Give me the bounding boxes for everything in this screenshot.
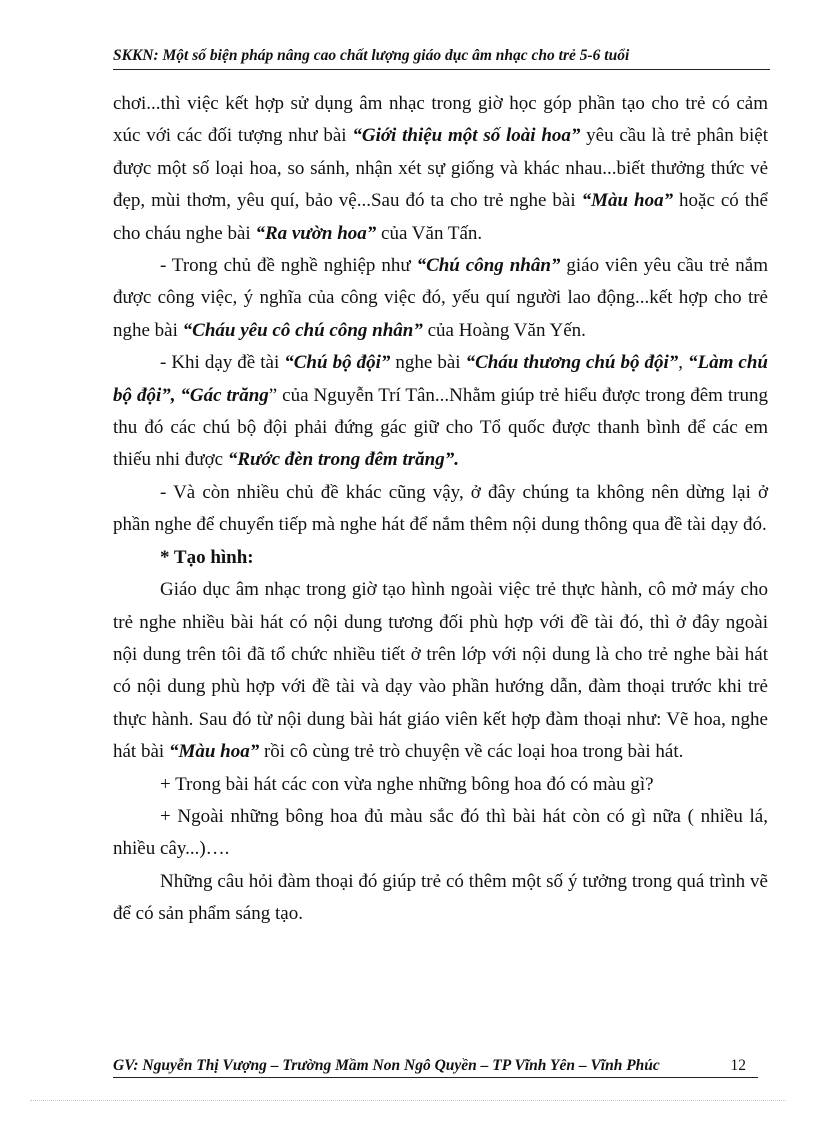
- header-title: SKKN: Một số biện pháp nâng cao chất lượng giáo dục âm nhạc cho trẻ 5-6 tuổi: [113, 47, 630, 64]
- paragraph: [113, 250, 768, 347]
- paragraph: [113, 866, 768, 931]
- text-run: - Trong chủ đề nghề nghiệp như: [160, 255, 417, 277]
- paragraph: [113, 769, 768, 801]
- text-run: - Và còn nhiều chủ đề khác cũng vậy, ở đây chúng ta không nên dừng lại ở phần nghe để chuyển tiếp mà nghe hát để nắm thêm nội dung thông qua đề tài dạy đó.: [113, 481, 768, 536]
- text-run: + Trong bài hát các con vừa nghe những bông hoa đó có màu gì?: [160, 773, 654, 795]
- paragraph: [113, 88, 768, 250]
- text-run: + Ngoài những bông hoa đủ màu sắc đó thì bài hát còn có gì nữa ( nhiều lá, nhiều cây...)….: [113, 805, 768, 860]
- section-heading: * Tạo hình:: [160, 546, 254, 568]
- text-run: - Khi dạy đề tài: [160, 352, 285, 374]
- song-title: “Cháu thương chú bộ đội”: [465, 352, 679, 374]
- text-run: hoặc có thể cho cháu nghe bài: [113, 190, 768, 244]
- text-run: của Văn Tấn.: [376, 222, 483, 244]
- paragraph: [113, 477, 768, 542]
- document-body: [113, 88, 768, 931]
- song-title: “Chú bộ đội”: [284, 352, 391, 374]
- text-run: yêu cầu là trẻ phân biệt được một số loại hoa, so sánh, nhận xét sự giống và khác nhau...biết thưởng thức vẻ đẹp, mùi thơm, yêu quí, bảo vệ...Sau đó ta cho trẻ nghe bài: [113, 125, 768, 212]
- page-header: [113, 47, 770, 70]
- text-run: Giáo dục âm nhạc trong giờ tạo hình ngoài việc trẻ thực hành, cô mở máy cho trẻ nghe nhiều bài hát có nội dung tương đối phù hợp với đề tài đó, thì ở đây ngoài nội dung trên tôi đã tổ chức nhiều tiết ở trên lớp với nội dung là cho trẻ nghe bài hát có nội dung phù hợp với đề tài và dạy vào phần hướng dẫn, đàm thoại trước khi trẻ thực hành. Sau đó từ nội dung bài hát giáo viên kết hợp đàm thoại như: Vẽ hoa, nghe hát bài: [113, 579, 768, 763]
- text-run: rồi cô cùng trẻ trò chuyện về các loại hoa trong bài hát.: [259, 741, 684, 763]
- paragraph: [113, 347, 768, 477]
- song-title: “Cháu yêu cô chú công nhân”: [182, 319, 423, 341]
- page-edge-divider: [30, 1100, 786, 1101]
- song-title: “Màu hoa”: [168, 741, 260, 763]
- footer-author: GV: Nguyễn Thị Vượng – Trường Mầm Non Ngô Quyền – TP Vĩnh Yên – Vĩnh Phúc: [113, 1057, 660, 1074]
- page-footer: [113, 1057, 758, 1078]
- paragraph: [113, 574, 768, 768]
- page-number: 12: [730, 1057, 746, 1074]
- song-title: “Giới thiệu một số loài hoa”: [352, 125, 581, 147]
- song-title: “Ra vườn hoa”: [255, 222, 377, 244]
- text-run: của Hoàng Văn Yến.: [422, 319, 586, 341]
- text-run: Những câu hỏi đàm thoại đó giúp trẻ có thêm một số ý tưởng trong quá trình vẽ để có sản phẩm sáng tạo.: [113, 870, 768, 925]
- paragraph: [113, 542, 768, 574]
- song-title: “Làm chú bộ đội”, “Gác trăng: [113, 352, 768, 406]
- song-title: “Màu hoa”: [581, 190, 674, 212]
- song-title: “Rước đèn trong đêm trăng”.: [227, 449, 459, 471]
- paragraph: [113, 801, 768, 866]
- text-run: ” của Nguyễn Trí Tân...Nhằm giúp trẻ hiểu được trong đêm trung thu đó các chú bộ đội phải đứng gác giữ cho Tổ quốc được thanh bình để các em thiếu nhi được: [113, 384, 768, 471]
- text-run: nghe bài: [390, 352, 466, 374]
- text-run: chơi...thì việc kết hợp sử dụng âm nhạc trong giờ học góp phần tạo cho trẻ có cảm xúc với các đối tượng như bài: [113, 93, 768, 147]
- text-run: ,: [678, 352, 689, 374]
- song-title: “Chú công nhân”: [416, 255, 561, 277]
- text-run: giáo viên yêu cầu trẻ nắm được công việc, ý nghĩa của công việc đó, yếu quí người lao động...kết hợp cho trẻ nghe bài: [113, 255, 768, 341]
